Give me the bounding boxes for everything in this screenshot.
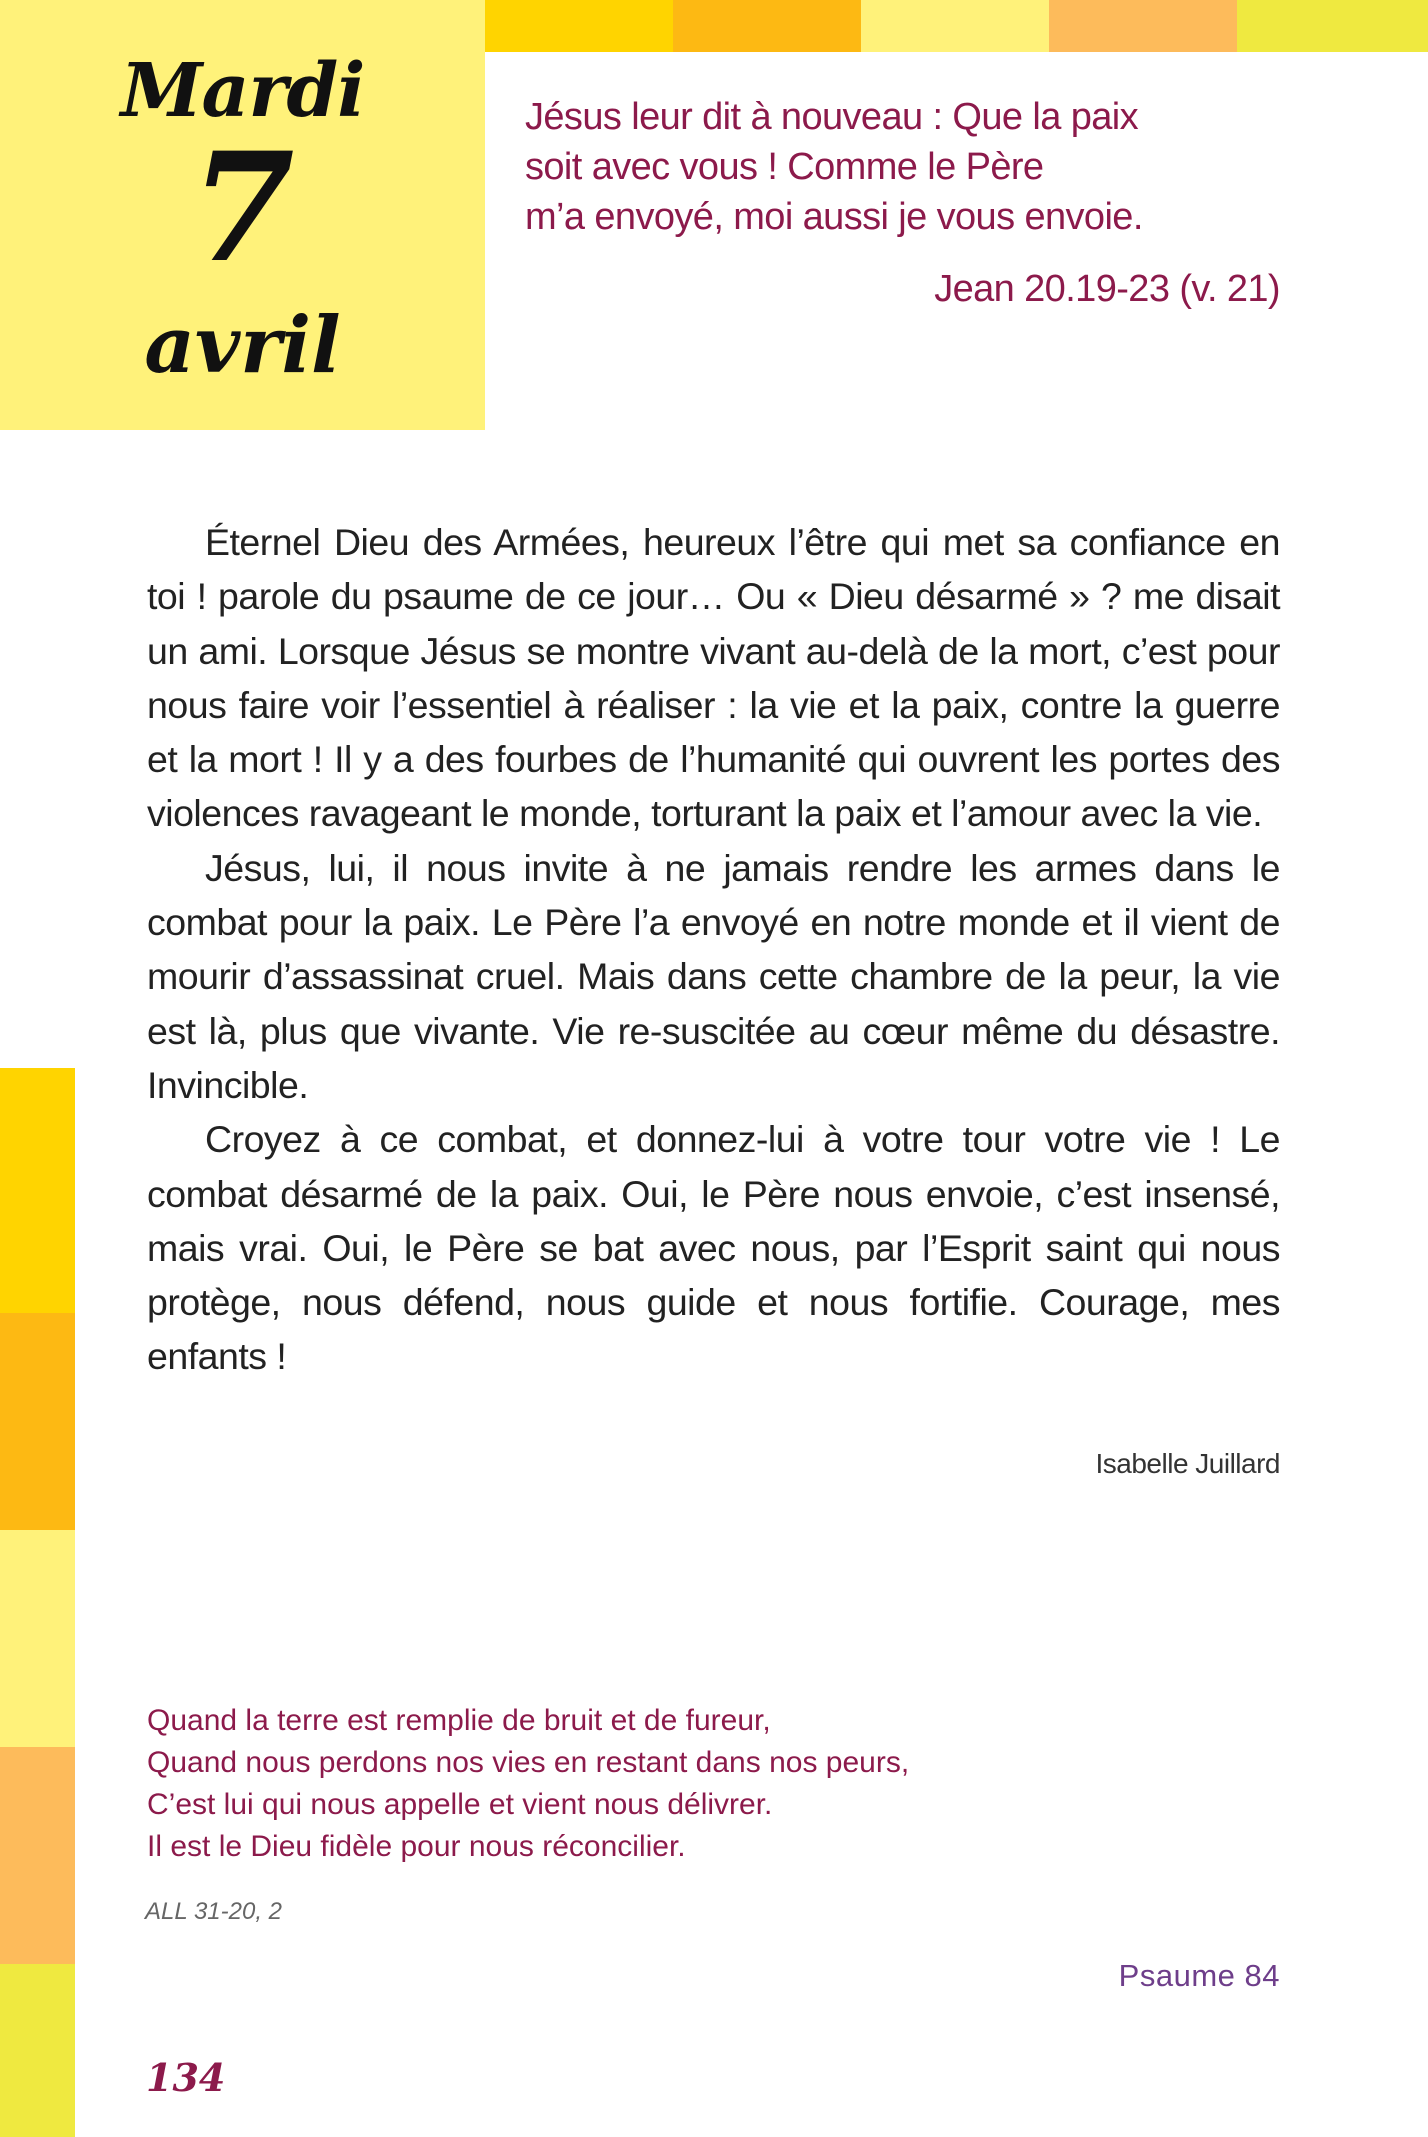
hymn-line: Quand la terre est remplie de bruit et de fureur, <box>147 1704 771 1737</box>
verse-line: m’a envoyé, moi aussi je vous envoie. <box>525 196 1143 238</box>
bible-verse <box>525 92 1265 242</box>
top-color-strip-4 <box>1049 0 1237 52</box>
hymn-reference: ALL 31-20, 2 <box>145 1898 283 1925</box>
left-color-strip-5 <box>0 1964 75 2137</box>
verse-line: Jésus leur dit à nouveau : Que la paix <box>525 96 1139 138</box>
meditation-text <box>147 515 1280 1384</box>
hymn-line: C’est lui qui nous appelle et vient nous délivrer. <box>147 1788 773 1821</box>
date-day: Mardi <box>120 48 365 134</box>
hymn-line: Il est le Dieu fidèle pour nous réconcilier. <box>147 1830 686 1863</box>
verse-reference: Jean 20.19-23 (v. 21) <box>934 268 1280 310</box>
top-color-strip-3 <box>861 0 1049 52</box>
date-month: avril <box>144 300 341 391</box>
top-color-strip-5 <box>1237 0 1428 52</box>
hymn-stanza <box>147 1700 909 1868</box>
meditation-paragraph: Croyez à ce combat, et donnez-lui à votre tour votre vie ! Le combat désarmé de la paix. Oui, le Père nous envoie, c’est insensé, mais vrai. Oui, le Père se bat avec nous, par l’Esprit saint qui nous protège, nous défend, nous guide et nous fortifie. Courage, mes enfants ! <box>147 1118 1280 1378</box>
top-color-strip-1 <box>485 0 673 52</box>
page-number: 134 <box>146 2055 226 2100</box>
left-color-strip-1 <box>0 1068 75 1313</box>
left-color-strip-2 <box>0 1313 75 1530</box>
date-number: 7 <box>190 120 295 296</box>
psalm-reference: Psaume 84 <box>1118 1958 1280 1993</box>
date-box <box>0 0 485 430</box>
top-color-strip-2 <box>673 0 861 52</box>
hymn-line: Quand nous perdons nos vies en restant dans nos peurs, <box>147 1746 910 1779</box>
meditation-paragraph: Éternel Dieu des Armées, heureux l’être qui met sa confiance en toi ! parole du psaume de ce jour… Ou « Dieu désarmé » ? me disait un ami. Lorsque Jésus se montre vivant au-delà de la mort, c’est pour nous faire voir l’essentiel à réaliser : la vie et la paix, contre la guerre et la mort ! Il y a des fourbes de l’humanité qui ouvrent les portes des violences ravageant le monde, torturant la paix et l’amour avec la vie. <box>147 521 1280 835</box>
meditation-paragraph: Jésus, lui, il nous invite à ne jamais rendre les armes dans le combat pour la paix. Le Père l’a envoyé en notre monde et il vient de mourir d’assassinat cruel. Mais dans cette chambre de la peur, la vie est là, plus que vivante. Vie re-suscitée au cœur même du désastre. Invincible. <box>147 846 1280 1106</box>
left-color-strip-4 <box>0 1747 75 1964</box>
verse-line: soit avec vous ! Comme le Père <box>525 146 1044 188</box>
author-name: Isabelle Juillard <box>1095 1448 1280 1479</box>
left-color-strip-3 <box>0 1530 75 1747</box>
